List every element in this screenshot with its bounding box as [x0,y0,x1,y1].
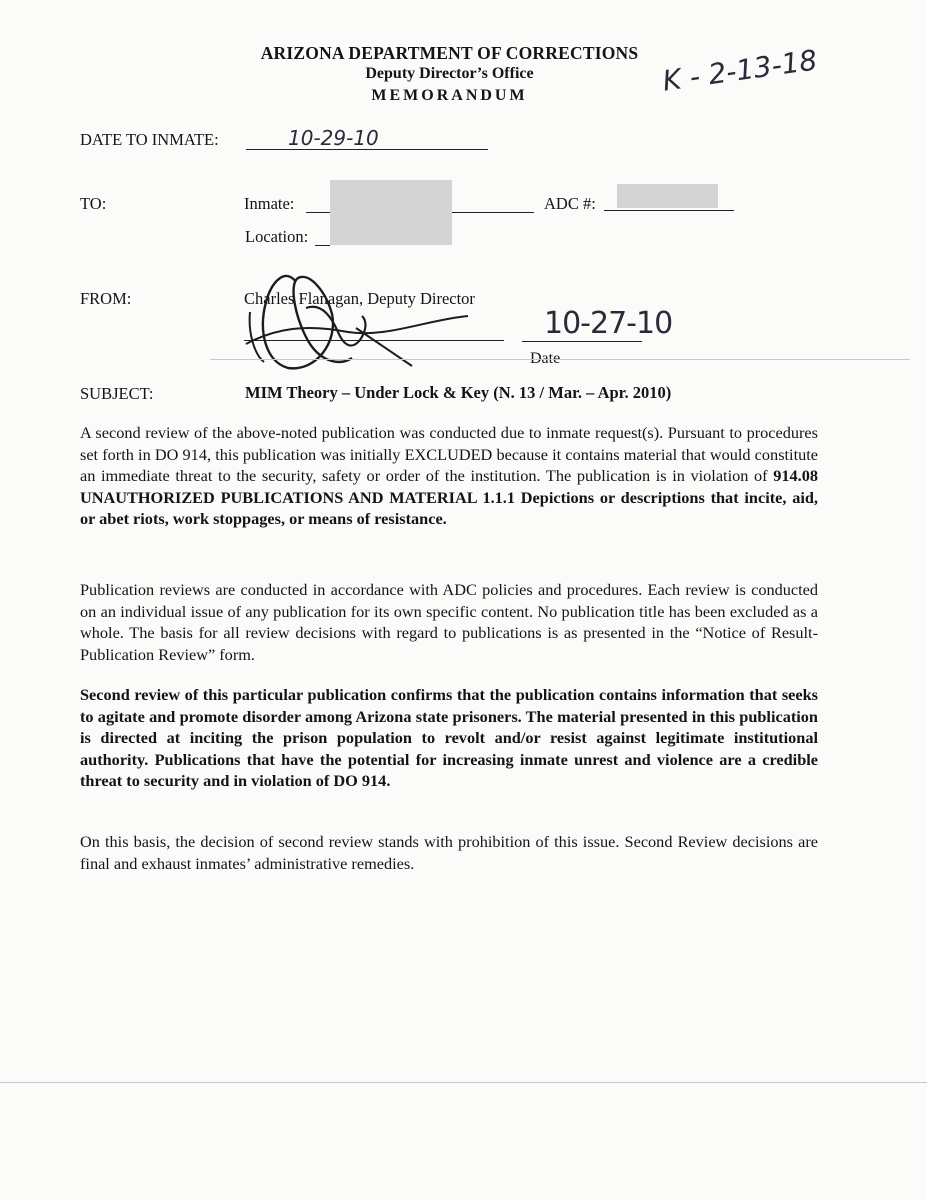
signature [236,262,486,374]
agency-name: ARIZONA DEPARTMENT OF CORRECTIONS [260,43,639,63]
signed-date-value: 10-27-10 [544,306,673,341]
adc-number-line [604,210,734,211]
from-label: FROM: [80,289,132,308]
body-paragraph-1 [80,422,818,530]
document-type: MEMORANDUM [371,87,528,104]
from-value: Charles Flanagan, Deputy Director [244,289,475,308]
body-paragraph-2 [80,579,818,665]
redaction-box [330,180,452,245]
scan-artifact-line [0,1082,927,1083]
to-label: TO: [80,194,107,213]
date-caption: Date [530,350,561,367]
paragraph-1-policy-citation: 914.08 UNAUTHORIZED PUBLICATIONS AND MATERIAL 1.1.1 Depictions or descriptions that incite, aid, or abet riots, work stoppages, or means of resistance. [80,466,818,528]
date-to-inmate-value: 10-29-10 [288,126,379,150]
paragraph-1-text: A second review of the above-noted publication was conducted due to inmate request(s). Pursuant to procedures set forth in DO 914, this publication was initially EXCLUDED because it contains material that would constitute an immediate threat to the security, safety or order of the institution. The publication is in violation of [80,423,818,485]
date-to-inmate-label: DATE TO INMATE: [80,130,219,149]
body-paragraph-3 [80,684,818,792]
signed-date-line [522,341,642,342]
handwritten-annotation: K - 2-13-18 [660,43,820,98]
subject-label: SUBJECT: [80,384,154,403]
inmate-label: Inmate: [244,194,295,213]
body-paragraph-4 [80,831,818,874]
subject-value: MIM Theory – Under Lock & Key (N. 13 / Mar. – Apr. 2010) [245,383,672,402]
office-name: Deputy Director’s Office [365,65,534,82]
scan-artifact-line [210,359,910,360]
redaction-box [617,184,718,208]
paragraph-4-text: On this basis, the decision of second review stands with prohibition of this issue. Second Review decisions are final and exhaust inmates’ administrative remedies. [80,832,818,873]
paragraph-2-text: Publication reviews are conducted in accordance with ADC policies and procedures. Each review is conducted on an individual issue of any publication for its own specific content. No publication title has been excluded as a whole. The basis for all review decisions with regard to publications is as presented in the “Notice of Result-Publication Review” form. [80,580,818,664]
location-label: Location: [245,227,309,246]
paragraph-3-text: Second review of this particular publication confirms that the publication contains information that seeks to agitate and promote disorder among Arizona state prisoners. The material presented in this publication is directed at inciting the prison population to revolt and/or resist against legitimate institutional authority. Publications that have the potential for increasing inmate unrest and violence are a credible threat to security and in violation of DO 914. [80,685,818,790]
location-line [315,245,330,246]
adc-number-label: ADC #: [544,194,596,213]
